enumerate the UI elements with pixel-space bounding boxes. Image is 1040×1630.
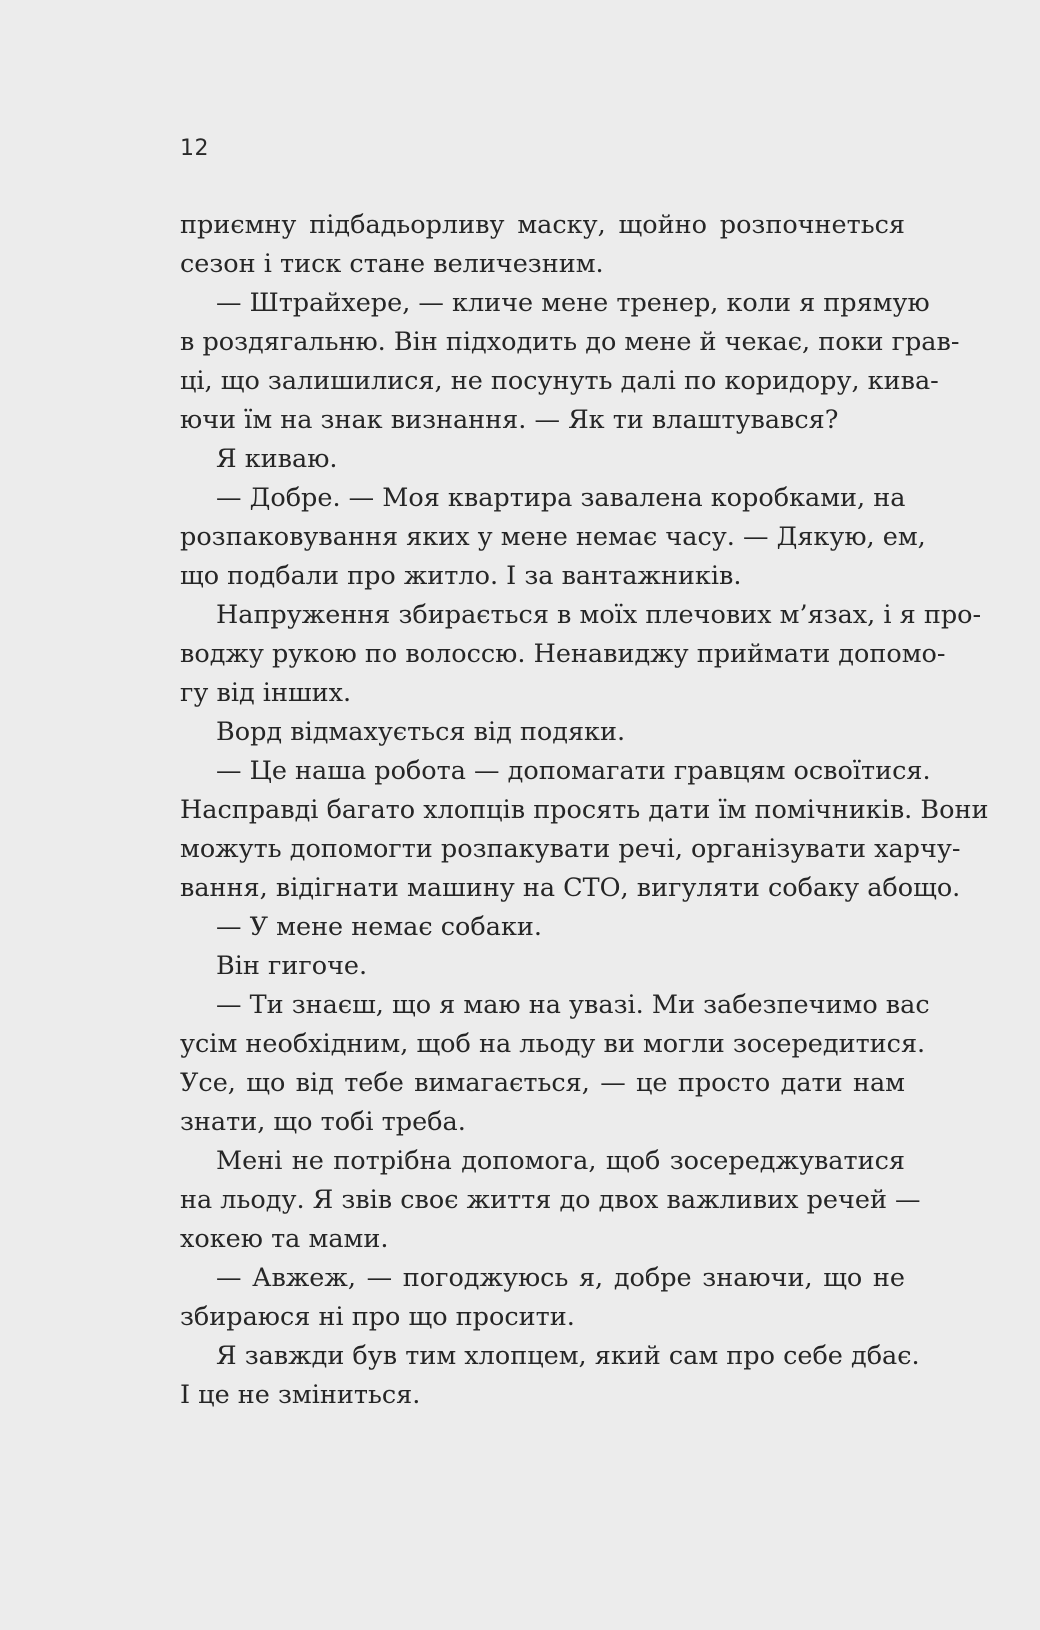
text-line: Ворд відмахується від подяки. bbox=[216, 717, 626, 747]
text-line: — У мене немає собаки. bbox=[216, 912, 542, 942]
text-line: збираюся ні про що просити. bbox=[180, 1302, 575, 1332]
text-line: — Це наша робота — допомагати гравцям освоїтися. bbox=[216, 756, 931, 786]
text-line: воджу рукою по волоссю. Ненавиджу приймати допомо- bbox=[180, 639, 946, 669]
text-line: на льоду. Я звів своє життя до двох важливих речей — bbox=[180, 1185, 921, 1215]
text-line: гу від інших. bbox=[180, 678, 352, 708]
text-line: Я киваю. bbox=[216, 444, 338, 474]
text-line: що подбали про житло. І за вантажників. bbox=[180, 561, 742, 591]
text-line: розпаковування яких у мене немає часу. — Дякую, ем, bbox=[180, 522, 926, 552]
text-line: Я завжди був тим хлопцем, який сам про себе дбає. bbox=[216, 1341, 920, 1371]
text-line: — Штрайхере, — кличе мене тренер, коли я прямую bbox=[216, 288, 930, 318]
text-line: ці, що залишилися, не посунуть далі по коридору, кива- bbox=[180, 366, 939, 396]
text-line: знати, що тобі треба. bbox=[180, 1107, 466, 1137]
text-line: — Добре. — Моя квартира завалена коробками, на bbox=[216, 483, 906, 513]
text-line: Мені не потрібна допомога, щоб зосереджуватися bbox=[216, 1146, 905, 1176]
text-line: можуть допомогти розпакувати речі, організувати харчу- bbox=[180, 834, 961, 864]
text-line: Насправді багато хлопців просять дати їм помічників. Вони bbox=[180, 795, 989, 825]
body-text bbox=[180, 206, 989, 1415]
text-line: Напруження збирається в моїх плечових м’язах, і я про- bbox=[216, 600, 982, 630]
text-line: — Ти знаєш, що я маю на увазі. Ми забезпечимо вас bbox=[216, 990, 930, 1020]
text-line: — Авжеж, — погоджуюсь я, добре знаючи, що не bbox=[216, 1263, 905, 1293]
text-line: Він гигоче. bbox=[216, 951, 368, 981]
text-line: хокею та мами. bbox=[180, 1224, 389, 1254]
text-line: вання, відігнати машину на СТО, вигуляти собаку абощо. bbox=[180, 873, 961, 903]
text-line: І це не зміниться. bbox=[180, 1380, 421, 1410]
text-line: Усе, що від тебе вимагається, — це просто дати нам bbox=[180, 1068, 905, 1098]
text-line: усім необхідним, щоб на льоду ви могли зосередитися. bbox=[180, 1029, 926, 1059]
page-number: 12 bbox=[180, 136, 209, 161]
text-line: ючи їм на знак визнання. — Як ти влаштувався? bbox=[180, 405, 839, 435]
text-line: приємну підбадьорливу маску, щойно розпочнеться bbox=[180, 210, 905, 240]
text-line: в роздягальню. Він підходить до мене й чекає, поки грав- bbox=[180, 327, 960, 357]
text-line: сезон і тиск стане величезним. bbox=[180, 249, 604, 279]
